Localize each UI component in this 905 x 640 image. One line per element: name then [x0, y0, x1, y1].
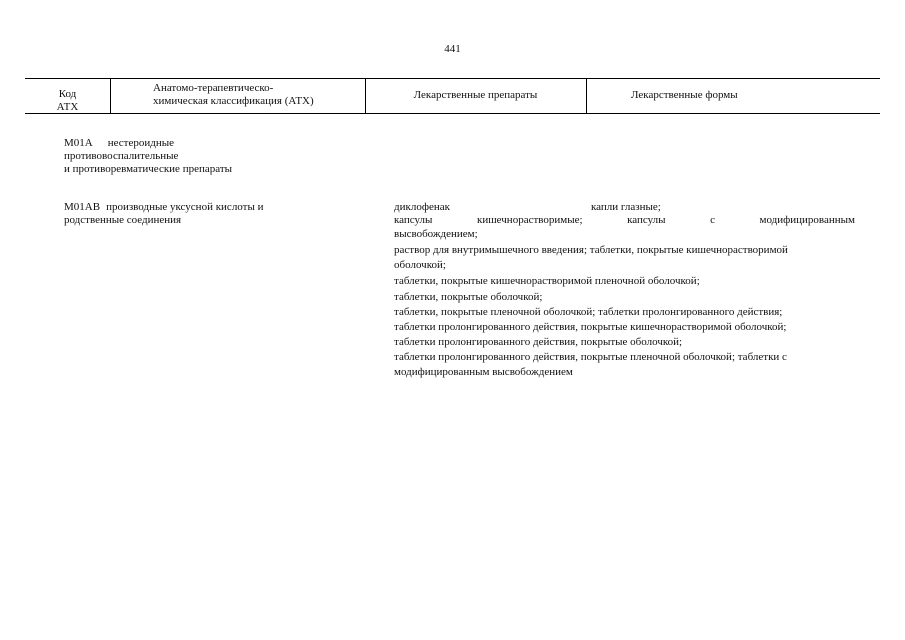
dosage-forms-line: таблетки, покрытые оболочкой; — [394, 291, 543, 303]
dosage-forms-line: таблетки пролонгированного действия, покрытые оболочкой; — [394, 336, 683, 348]
dosage-forms-word: с — [710, 214, 715, 226]
dosage-forms-line: высвобождением; — [394, 228, 478, 240]
page-number: 441 — [444, 43, 461, 55]
header-classification-line2: химическая классификация (АТХ) — [153, 95, 314, 107]
dosage-forms-line-1 — [394, 214, 855, 227]
group-m01ab — [64, 201, 264, 227]
dosage-forms-line: таблетки, покрытые кишечнорастворимой пленочной оболочкой; — [394, 275, 700, 287]
header-drugs: Лекарственные препараты — [413, 89, 538, 101]
dosage-forms-word: модифицированным — [759, 214, 855, 226]
header-code — [25, 88, 110, 114]
header-divider-3 — [586, 79, 587, 113]
dosage-forms-word: капсулы — [627, 214, 666, 226]
group-code: M01A — [64, 137, 93, 149]
header-code-line1: Код — [58, 88, 77, 100]
header-classification-line1: Анатомо-терапевтическо- — [153, 82, 274, 94]
group-m01a — [64, 137, 232, 176]
drug-name: диклофенак — [394, 201, 450, 213]
header-top-rule — [25, 78, 880, 79]
dosage-forms-word: капсулы — [394, 214, 433, 226]
header-classification — [153, 82, 314, 108]
dosage-forms-word: кишечнорастворимые; — [476, 214, 583, 226]
header-code-line2: АТХ — [56, 101, 79, 113]
dosage-forms-line: таблетки, покрытые пленочной оболочкой; таблетки пролонгированного действия; — [394, 306, 783, 318]
header-divider-1 — [110, 79, 111, 113]
dosage-form-first: капли глазные; — [591, 201, 661, 213]
dosage-forms-line: модифицированным высвобождением — [394, 366, 573, 378]
dosage-forms-line: раствор для внутримышечного введения; таблетки, покрытые кишечнорастворимой — [394, 244, 788, 256]
group-code: M01AB — [64, 201, 101, 213]
header-forms: Лекарственные формы — [631, 89, 738, 101]
group-name-line1: нестероидные — [107, 137, 174, 149]
dosage-forms-line: таблетки пролонгированного действия, покрытые кишечнорастворимой оболочкой; — [394, 321, 787, 333]
dosage-forms-line: оболочкой; — [394, 259, 446, 271]
dosage-forms-line: таблетки пролонгированного действия, покрытые пленочной оболочкой; таблетки с — [394, 351, 787, 363]
group-name-line2: родственные соединения — [64, 214, 182, 226]
group-name-line3: и противоревматические препараты — [64, 163, 233, 175]
group-name-line1: производные уксусной кислоты и — [106, 201, 264, 213]
group-name-line2: противовоспалительные — [64, 150, 179, 162]
header-bottom-rule — [25, 113, 880, 114]
